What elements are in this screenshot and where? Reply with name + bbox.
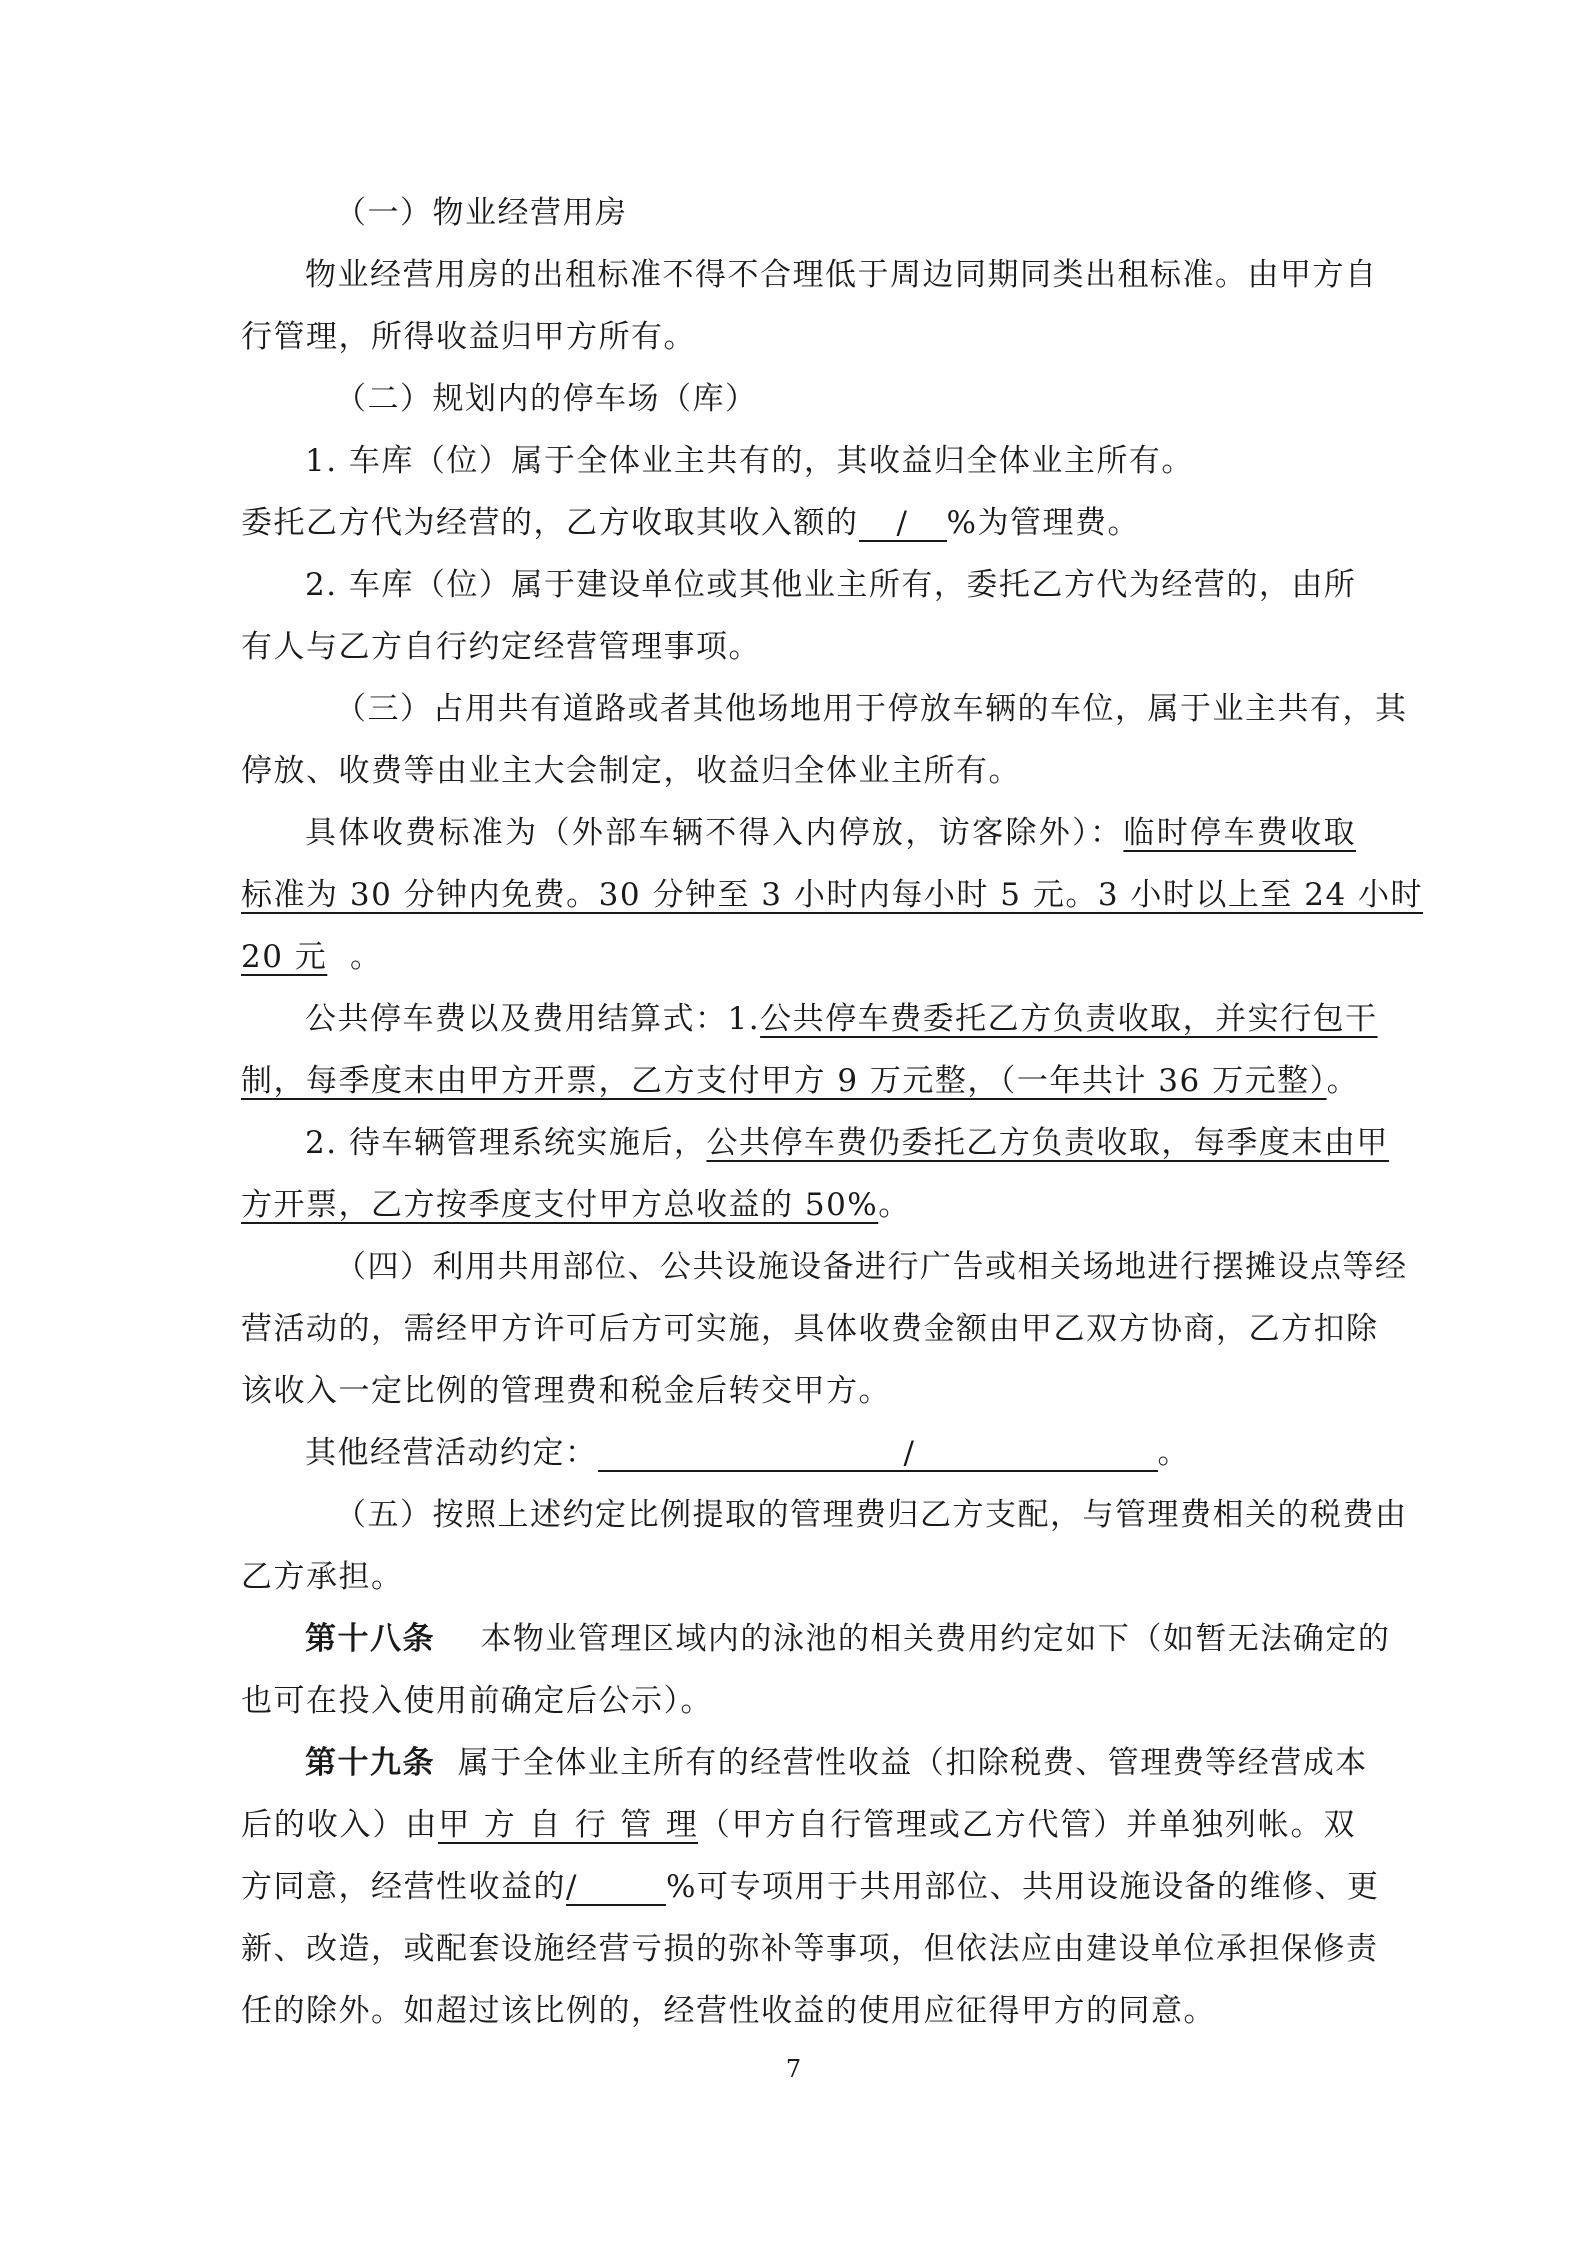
- paragraph-line: 1. 车库（位）属于全体业主共有的，其收益归全体业主所有。: [305, 443, 1194, 479]
- paragraph-line: 20 元 。: [241, 939, 383, 975]
- paragraph-line: 乙方承担。: [241, 1559, 404, 1595]
- paragraph-line: 停放、收费等由业主大会制定，收益归全体业主所有。: [241, 753, 1021, 789]
- paragraph-line: 委托乙方代为经营的，乙方收取其收入额的 / %为管理费。: [241, 505, 1140, 541]
- paragraph-line: 该收入一定比例的管理费和税金后转交甲方。: [241, 1373, 891, 1409]
- paragraph-line: 公共停车费以及费用结算式：1.公共停车费委托乙方负责收取，并实行包干: [305, 1001, 1378, 1037]
- fill-in-blank: /: [598, 1438, 1158, 1472]
- article-19-line: 第十九条 属于全体业主所有的经营性收益（扣除税费、管理费等经营成本: [305, 1745, 1368, 1781]
- paragraph-line: 物业经营用房的出租标准不得不合理低于周边同期同类出租标准。由甲方自: [305, 257, 1378, 293]
- fill-in-blank: /: [566, 1872, 666, 1906]
- paragraph-line: 制，每季度末由甲方开票，乙方支付甲方 9 万元整，（一年共计 36 万元整）。: [241, 1063, 1360, 1099]
- fill-in-blank: /: [859, 508, 947, 542]
- section-heading-4: （四）利用共用部位、公共设施设备进行广告或相关场地进行摆摊设点等经: [335, 1249, 1408, 1285]
- section-heading-3: （三）占用共有道路或者其他场地用于停放车辆的车位，属于业主共有，其: [335, 691, 1408, 727]
- underlined-fill: 标准为 30 分钟内免费。30 分钟至 3 小时内每小时 5 元。3 小时以上至 24 小时: [241, 877, 1424, 913]
- underlined-fill: 临时停车费收取: [1123, 815, 1357, 851]
- paragraph-line: 方开票，乙方按季度支付甲方总收益的 50%。: [241, 1187, 911, 1223]
- paragraph-line: [241, 864, 1424, 926]
- paragraph-line: 方同意，经营性收益的/ %可专项用于共用部位、共用设施设备的维修、更: [241, 1869, 1380, 1905]
- article-19-title: 第十九条: [305, 1745, 435, 1781]
- underlined-fill: 公共停车费仍委托乙方负责收取，每季度末由甲: [706, 1125, 1389, 1161]
- underlined-fill: 20 元: [241, 939, 328, 975]
- paragraph-line: 后的收入）由甲方自行管理（甲方自行管理或乙方代管）并单独列帐。双: [241, 1807, 1357, 1843]
- paragraph-line: 行管理，所得收益归甲方所有。: [241, 319, 696, 355]
- section-heading-2: （二）规划内的停车场（库）: [335, 381, 758, 417]
- paragraph-line: 也可在投入使用前确定后公示）。: [241, 1683, 713, 1719]
- section-heading-5: （五）按照上述约定比例提取的管理费归乙方支配，与管理费相关的税费由: [335, 1497, 1408, 1533]
- section-heading-1: （一）物业经营用房: [335, 195, 628, 231]
- underlined-fill: 制，每季度末由甲方开票，乙方支付甲方 9 万元整，（一年共计 36 万元整）: [241, 1063, 1327, 1099]
- paragraph-line: 任的除外。如超过该比例的，经营性收益的使用应征得甲方的同意。: [241, 1993, 1216, 2029]
- paragraph-line: 新、改造，或配套设施经营亏损的弥补等事项，但依法应由建设单位承担保修责: [241, 1931, 1379, 1967]
- paragraph-line: 2. 待车辆管理系统实施后，公共停车费仍委托乙方负责收取，每季度末由甲: [305, 1125, 1389, 1161]
- paragraph-line: 有人与乙方自行约定经营管理事项。: [241, 629, 761, 665]
- paragraph-line: 具体收费标准为（外部车辆不得入内停放，访客除外）：临时停车费收取: [305, 815, 1357, 851]
- page-number: 7: [785, 2055, 802, 2083]
- article-18-line: 第十八条 本物业管理区域内的泳池的相关费用约定如下（如暂无法确定的: [305, 1621, 1391, 1657]
- underlined-fill: 方开票，乙方按季度支付甲方总收益的 50%: [241, 1187, 879, 1223]
- paragraph-line: 营活动的，需经甲方许可后方可实施，具体收费金额由甲乙双方协商，乙方扣除: [241, 1311, 1379, 1347]
- paragraph-line: 2. 车库（位）属于建设单位或其他业主所有，委托乙方代为经营的，由所: [305, 567, 1357, 603]
- fill-in-blank: 甲方自行管理: [438, 1807, 699, 1843]
- paragraph-line: 其他经营活动约定： / 。: [305, 1435, 1190, 1471]
- article-18-title: 第十八条: [305, 1621, 435, 1657]
- underlined-fill: 公共停车费委托乙方负责收取，并实行包干: [760, 1001, 1378, 1037]
